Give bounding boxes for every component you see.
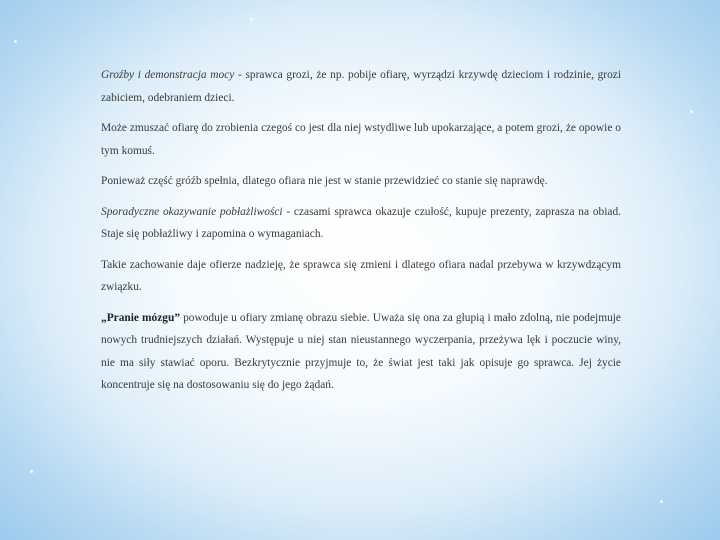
paragraph-humiliation — [101, 117, 621, 162]
indulgence-heading: Sporadyczne okazywanie pobłażliwości — [101, 205, 283, 218]
hope-text: Takie zachowanie daje ofierze nadzieję, że sprawca się zmieni i dlatego ofiara nadal przebywa w krzywdzącym związku. — [101, 258, 621, 293]
background-sparkle — [250, 18, 253, 21]
paragraph-hope — [101, 254, 621, 299]
background-sparkle — [660, 500, 663, 503]
paragraph-brainwashing — [101, 307, 621, 397]
paragraph-unpredictability — [101, 170, 621, 193]
brainwashing-text: powoduje u ofiary zmianę obrazu siebie. Uważa się ona za głupią i mało zdolną, nie podejmuje nowych trudniejszych działań. Występuje u niej stan nieustannego wyczerpania, przeżywa lęk i poczucie winy, nie ma siły stawiać oporu. Bezkrytycznie przyjmuje to, że świat jest taki jak opisuje go sprawca. Jej życie koncentruje się na dostosowaniu się do jego żądań. — [101, 311, 621, 391]
background-sparkle — [30, 470, 33, 473]
unpredictability-text: Ponieważ część gróźb spełnia, dlatego ofiara nie jest w stanie przewidzieć co stanie się naprawdę. — [101, 175, 548, 187]
threats-heading: Groźby i demonstracja mocy — [101, 69, 235, 81]
background-sparkle — [690, 110, 693, 113]
indulgence-text: - czasami sprawca okazuje czułość, kupuje prezenty, zaprasza na obiad. Staje się pobłażliwy i zapomina o wymaganiach. — [101, 205, 621, 240]
slide-body — [101, 64, 621, 405]
paragraph-indulgence — [101, 201, 621, 246]
background-sparkle — [14, 40, 17, 43]
humiliation-text: Może zmuszać ofiarę do zrobienia czegoś co jest dla niej wstydliwe lub upokarzające, a potem grozi, że opowie o tym komuś. — [101, 122, 621, 157]
threats-text: - sprawca grozi, że np. pobije ofiarę, wyrządzi krzywdę dzieciom i rodzinie, grozi zabiciem, odebraniem dzieci. — [101, 69, 622, 104]
paragraph-threats — [101, 64, 621, 109]
brainwashing-heading: „Pranie mózgu” — [101, 311, 181, 324]
